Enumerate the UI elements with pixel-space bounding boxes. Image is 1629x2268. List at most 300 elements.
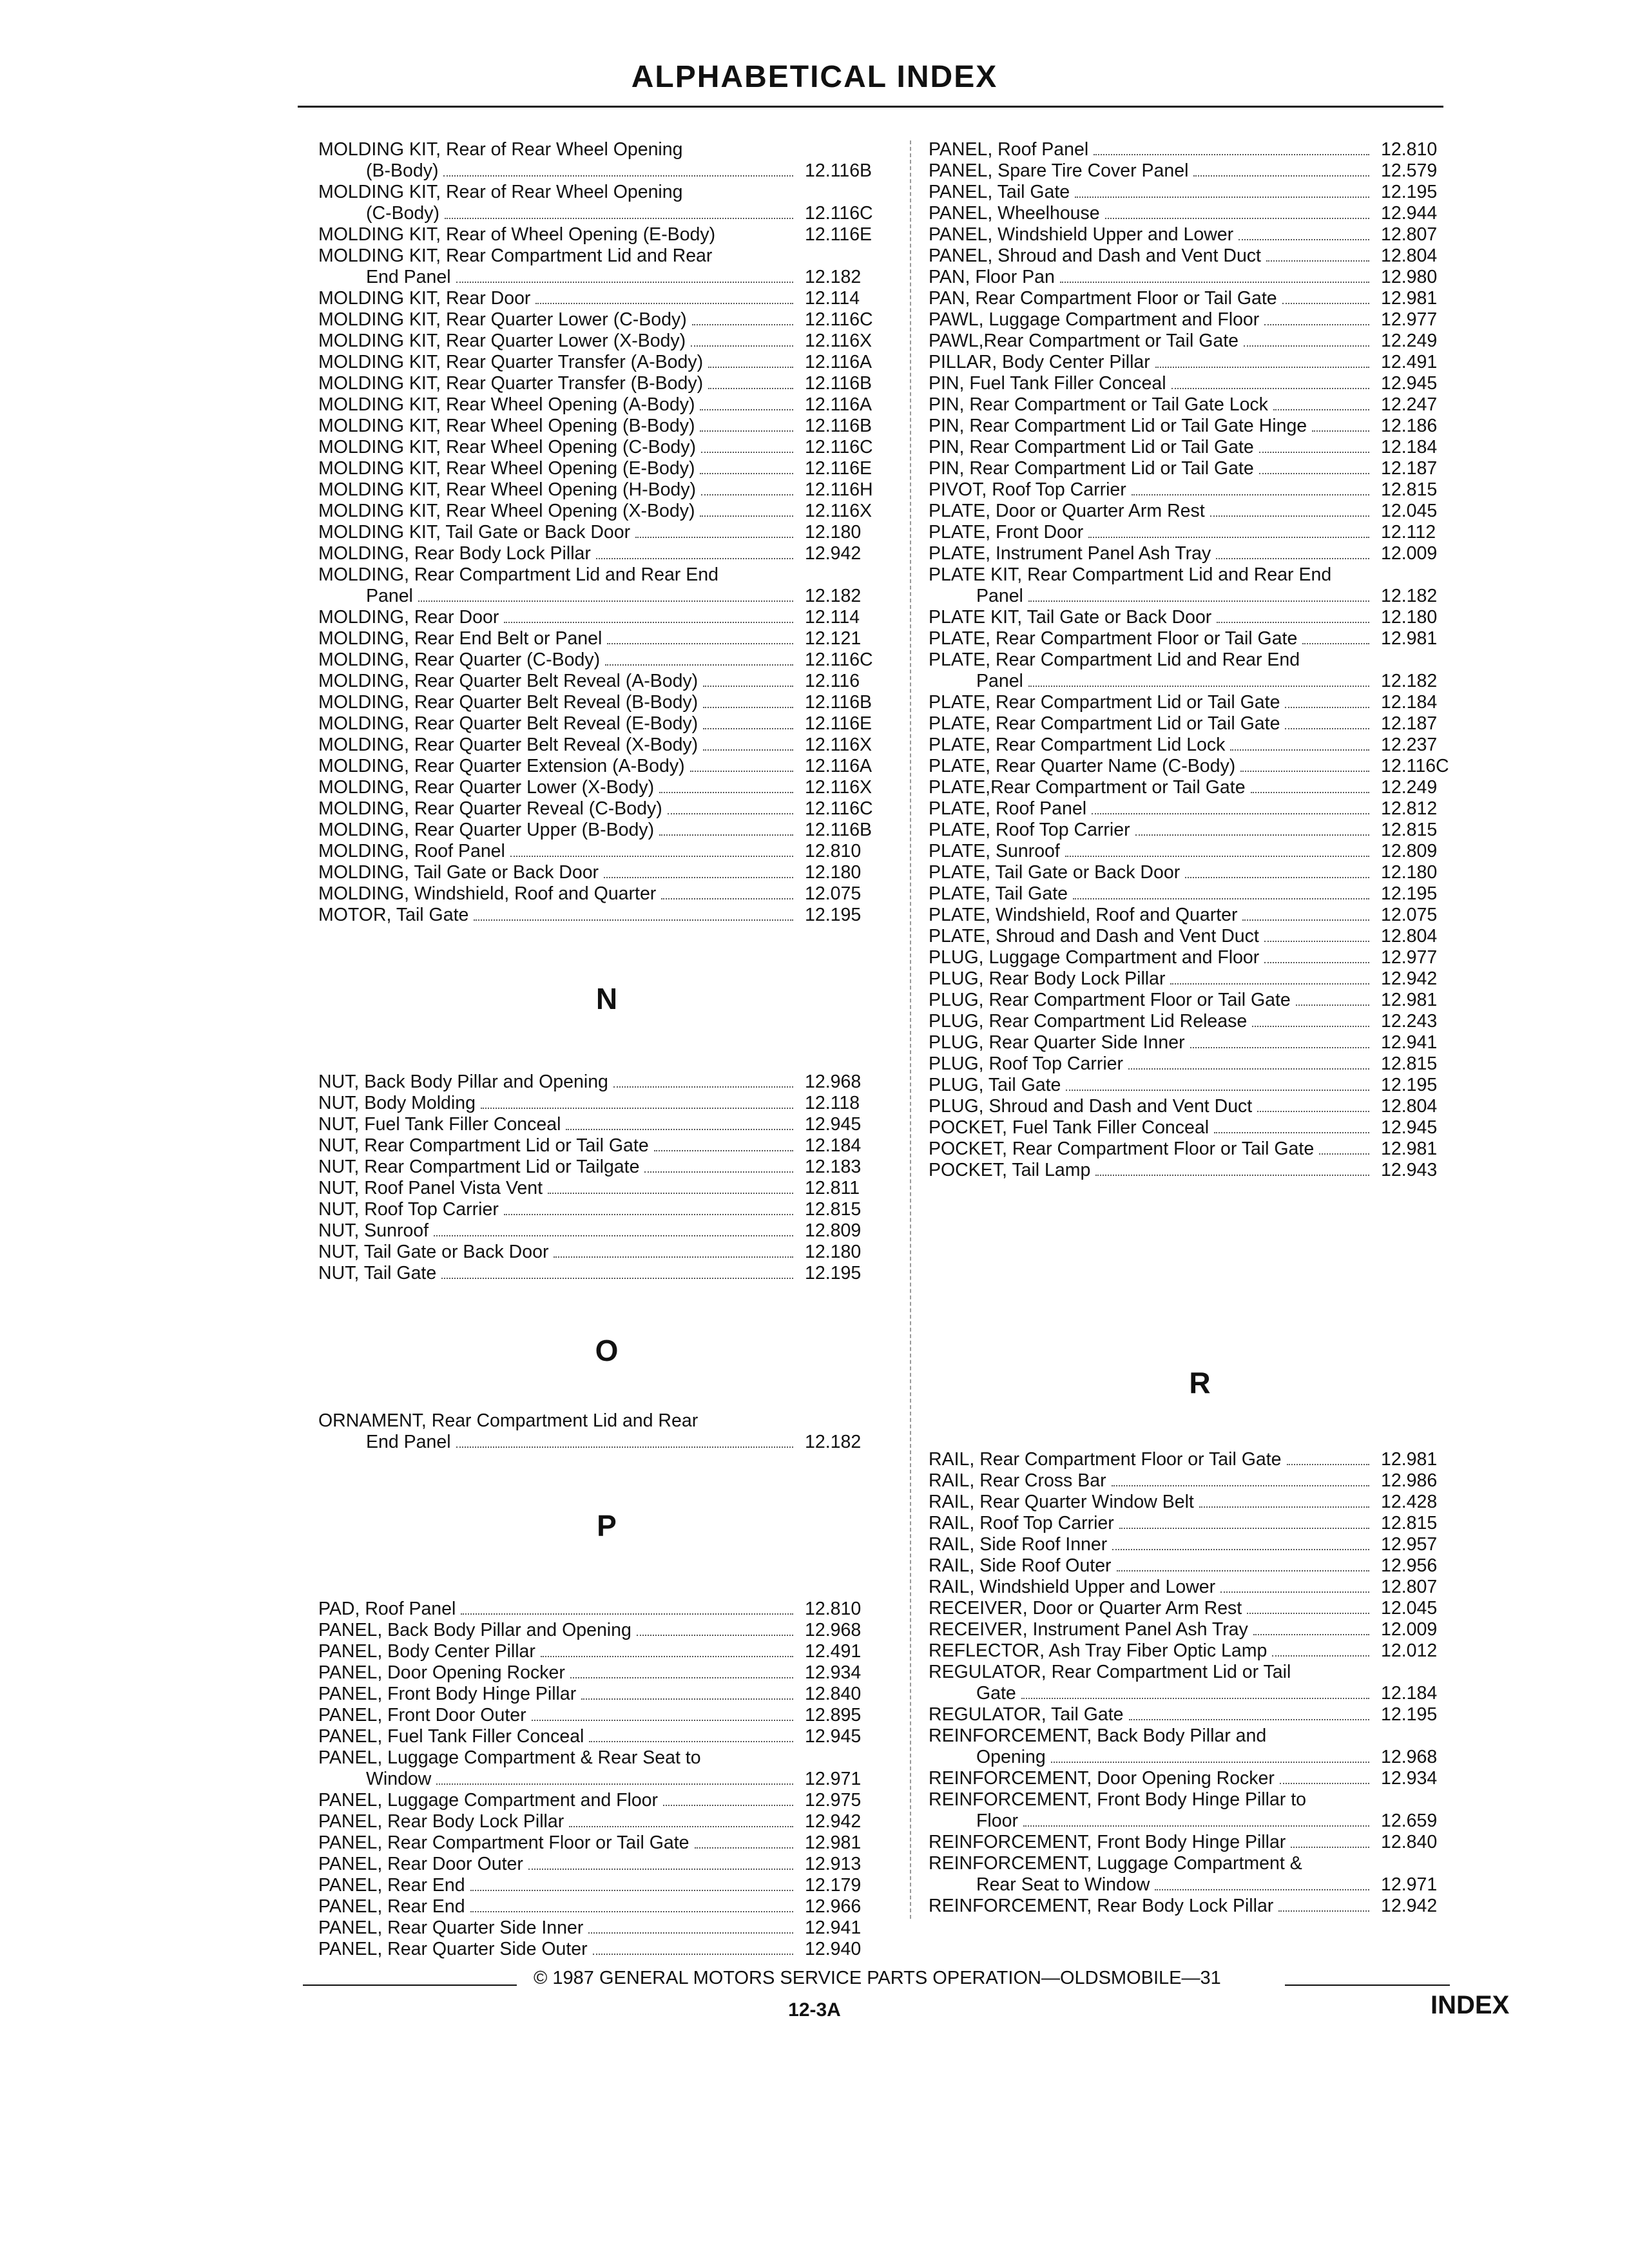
index-entry (318, 139, 895, 182)
index-entry (318, 182, 895, 224)
page-reference: 12.180 (1381, 862, 1438, 883)
entry-text: PANEL, Wheelhouse (929, 203, 1100, 224)
entry-text: PLATE, Rear Compartment Lid or Tail Gate (929, 713, 1280, 734)
dot-leader (1242, 919, 1369, 921)
dot-leader (456, 1446, 793, 1448)
dot-leader (548, 1193, 793, 1194)
page-reference: 12.981 (1381, 1449, 1438, 1470)
dot-leader (1092, 813, 1369, 814)
dot-leader (589, 1741, 793, 1742)
dot-leader (1132, 494, 1369, 495)
index-entry (929, 288, 1471, 309)
dot-leader (1117, 1570, 1369, 1571)
entry-text: PAN, Floor Pan (929, 267, 1055, 287)
index-entry (318, 607, 895, 628)
page-reference: 12.180 (805, 862, 862, 883)
page-reference: 12.182 (805, 1432, 862, 1452)
page-reference: 12.977 (1381, 947, 1438, 968)
entry-text: (B-Body) (366, 160, 439, 181)
index-entry (929, 607, 1471, 628)
entry-text: MOTOR, Tail Gate (318, 905, 469, 925)
dot-leader (593, 1954, 793, 1955)
page-reference: 12.009 (1381, 543, 1438, 564)
entry-text: NUT, Body Molding (318, 1093, 476, 1113)
index-entry (318, 1641, 895, 1662)
page-reference: 12.804 (1381, 1096, 1438, 1117)
index-entry (929, 1619, 1471, 1640)
index-entry (929, 564, 1471, 607)
page-reference: 12.116A (805, 352, 872, 372)
entry-text: PANEL, Windshield Upper and Lower (929, 224, 1234, 245)
dot-leader (1075, 197, 1369, 198)
page-reference: 12.980 (1381, 267, 1438, 287)
page-reference: 12.249 (1381, 777, 1438, 798)
index-entry (929, 139, 1471, 160)
index-entry (318, 1790, 895, 1811)
dot-leader (1155, 367, 1369, 368)
dot-leader (1199, 1506, 1369, 1508)
index-entry (929, 1896, 1471, 1917)
dot-leader (1247, 1613, 1369, 1614)
index-entry (929, 883, 1471, 905)
dot-leader (1240, 771, 1369, 772)
entry-text: MOLDING, Rear Quarter Lower (X-Body) (318, 777, 655, 798)
dot-leader (1239, 239, 1369, 240)
index-entry (318, 1620, 895, 1641)
page-reference: 12.941 (1381, 1032, 1438, 1053)
entry-text: PANEL, Front Door Outer (318, 1705, 526, 1725)
dot-leader (569, 1826, 793, 1827)
index-entry (929, 947, 1471, 968)
entry-text: NUT, Back Body Pillar and Opening (318, 1072, 608, 1092)
dot-leader (703, 749, 793, 751)
page-reference: 12.809 (1381, 841, 1438, 861)
index-entry (318, 1726, 895, 1747)
entry-text: PLATE, Rear Compartment Lid Lock (929, 735, 1226, 755)
page-reference: 12.942 (1381, 968, 1438, 989)
dot-leader (474, 919, 793, 921)
dot-leader (1021, 1698, 1369, 1699)
page-reference: 12.116B (805, 692, 872, 713)
page-reference: 12.243 (1381, 1011, 1438, 1032)
page-reference: 12.195 (805, 1263, 862, 1283)
page-reference: 12.116X (805, 331, 872, 351)
index-entry (929, 990, 1471, 1011)
page-reference: 12.116X (805, 777, 872, 798)
page-reference: 12.180 (1381, 607, 1438, 628)
page-reference: 12.968 (805, 1620, 862, 1640)
page-reference: 12.579 (1381, 160, 1438, 181)
dot-leader (1230, 749, 1369, 751)
dot-leader (703, 728, 793, 729)
entry-text: MOLDING KIT, Rear Wheel Opening (X-Body) (318, 501, 695, 521)
page-reference: 12.810 (1381, 139, 1438, 160)
index-entry (929, 437, 1471, 458)
entry-text: PLATE, Door or Quarter Arm Rest (929, 501, 1205, 521)
dot-leader (441, 1278, 793, 1279)
dot-leader (1285, 728, 1369, 729)
index-entry (929, 522, 1471, 543)
page-reference: 12.116B (805, 160, 872, 181)
page-reference: 12.956 (1381, 1555, 1438, 1576)
section-label: INDEX (1431, 1991, 1510, 2019)
page-reference: 12.815 (1381, 1513, 1438, 1533)
page-reference: 12.811 (805, 1178, 860, 1198)
index-entry (929, 1160, 1471, 1181)
page-reference: 12.182 (805, 267, 862, 287)
index-entry (318, 1875, 895, 1896)
index-entry (318, 862, 895, 883)
index-entry (929, 820, 1471, 841)
entry-text: MOLDING KIT, Tail Gate or Back Door (318, 522, 631, 543)
entry-text: PLUG, Rear Body Lock Pillar (929, 968, 1166, 989)
index-entry (318, 416, 895, 437)
entry-text: MOLDING, Rear Body Lock Pillar (318, 543, 591, 564)
page-reference: 12.945 (1381, 1117, 1438, 1138)
dot-leader (1170, 983, 1369, 985)
page-reference: 12.116C (805, 203, 873, 224)
entry-text: MOLDING KIT, Rear Door (318, 288, 531, 309)
index-entry (318, 1135, 895, 1157)
index-entry (318, 649, 895, 671)
page-reference: 12.116X (805, 501, 872, 521)
index-entry (929, 649, 1471, 692)
dot-leader (607, 643, 793, 644)
page-reference: 12.116X (805, 735, 872, 755)
dot-leader (510, 856, 793, 857)
entry-text: POCKET, Rear Compartment Floor or Tail Gate (929, 1139, 1315, 1159)
index-entry (318, 777, 895, 798)
index-entry (929, 224, 1471, 245)
entry-text: PANEL, Rear Quarter Side Outer (318, 1939, 588, 1959)
page-reference: 12.913 (805, 1854, 862, 1874)
entry-text: PANEL, Door Opening Rocker (318, 1662, 565, 1683)
dot-leader (443, 175, 793, 177)
entry-text: PIN, Rear Compartment Lid or Tail Gate Hinge (929, 416, 1307, 436)
dot-leader (1028, 686, 1369, 687)
footer-copyright: © 1987 GENERAL MOTORS SERVICE PARTS OPERATION—OLDSMOBILE—31 (534, 1968, 1221, 1988)
entry-text: PLUG, Tail Gate (929, 1075, 1061, 1095)
index-entry (318, 1811, 895, 1832)
section-heading-p: P (597, 1509, 617, 1542)
entry-text: RAIL, Side Roof Inner (929, 1534, 1108, 1555)
dot-leader (1319, 1153, 1369, 1155)
entry-text: MOLDING KIT, Rear of Rear Wheel Opening (318, 182, 683, 202)
index-entry (318, 1220, 895, 1242)
page-reference: 12.840 (1381, 1832, 1438, 1852)
index-entry (318, 501, 895, 522)
dot-leader (570, 1677, 793, 1678)
entry-text: MOLDING KIT, Rear Wheel Opening (H-Body) (318, 479, 697, 500)
dot-leader (1094, 154, 1369, 155)
index-entry (929, 1470, 1471, 1492)
index-entry (318, 394, 895, 416)
entry-text: PLATE,Rear Compartment or Tail Gate (929, 777, 1246, 798)
dot-leader (1190, 1047, 1369, 1048)
dot-leader (644, 1171, 793, 1173)
footer-rule-right (1285, 1984, 1450, 1986)
dot-leader (635, 537, 793, 538)
index-entry (929, 798, 1471, 820)
entry-text: MOLDING, Rear Quarter Belt Reveal (X-Body) (318, 735, 699, 755)
dot-leader (700, 430, 793, 432)
index-entry (929, 905, 1471, 926)
dot-leader (554, 1256, 793, 1258)
page-reference: 12.114 (805, 607, 860, 628)
dot-leader (1278, 1910, 1369, 1912)
page-reference: 12.807 (1381, 1577, 1438, 1597)
index-entry (318, 1896, 895, 1917)
page-reference: 12.975 (805, 1790, 862, 1811)
entry-text: PAD, Roof Panel (318, 1599, 456, 1619)
dot-leader (456, 282, 793, 283)
page-reference: 12.186 (1381, 416, 1438, 436)
entry-text: RAIL, Roof Top Carrier (929, 1513, 1114, 1533)
dot-leader (481, 1108, 793, 1109)
entry-text: PANEL, Luggage Compartment and Floor (318, 1790, 659, 1811)
page-reference: 12.116C (805, 798, 873, 819)
page-reference: 12.182 (1381, 586, 1438, 606)
dot-leader (1296, 1004, 1369, 1006)
index-entry (318, 1178, 895, 1199)
index-entry (929, 1449, 1471, 1470)
index-entry (929, 1725, 1471, 1768)
entry-text: MOLDING, Windshield, Roof and Quarter (318, 883, 657, 904)
index-entry (929, 1662, 1471, 1704)
entry-text: Floor (976, 1811, 1018, 1831)
entry-text: End Panel (366, 267, 451, 287)
dot-leader (1220, 1591, 1369, 1593)
entry-text: PLATE, Rear Compartment Lid or Tail Gate (929, 692, 1280, 713)
page-number: 12-3A (788, 1999, 841, 2021)
entry-text: NUT, Roof Top Carrier (318, 1199, 499, 1220)
dot-leader (691, 345, 793, 347)
entry-text: Panel (366, 586, 413, 606)
index-entry (929, 862, 1471, 883)
entry-text: PANEL, Rear End (318, 1896, 465, 1917)
index-entry (318, 331, 895, 352)
dot-leader (445, 218, 793, 219)
entry-text: End Panel (366, 1432, 451, 1452)
page-reference: 12.180 (805, 522, 862, 543)
index-entry (929, 182, 1471, 203)
dot-leader (1171, 388, 1369, 389)
index-entry (929, 777, 1471, 798)
index-entry (318, 905, 895, 926)
index-entry (929, 735, 1471, 756)
page-reference: 12.116B (805, 373, 872, 394)
dot-leader (703, 686, 793, 687)
page-reference: 12.045 (1381, 1598, 1438, 1619)
dot-leader (703, 707, 793, 708)
entry-text: PANEL, Roof Panel (929, 139, 1089, 160)
dot-leader (1272, 1655, 1369, 1657)
dot-leader (1285, 707, 1369, 708)
dot-leader (701, 452, 793, 453)
entry-text: REGULATOR, Tail Gate (929, 1704, 1124, 1725)
entry-text: PIN, Fuel Tank Filler Conceal (929, 373, 1166, 394)
dot-leader (528, 1869, 793, 1870)
entry-text: MOLDING KIT, Rear of Wheel Opening (E-Body) (318, 224, 716, 245)
entry-text: PAN, Rear Compartment Floor or Tail Gate (929, 288, 1277, 309)
page-reference: 12.815 (805, 1199, 862, 1220)
entry-text: PLUG, Rear Compartment Lid Release (929, 1011, 1248, 1032)
page-title: ALPHABETICAL INDEX (631, 60, 998, 94)
index-entry (929, 160, 1471, 182)
page-reference: 12.940 (805, 1939, 862, 1959)
page-reference: 12.182 (805, 586, 862, 606)
page-reference: 12.945 (805, 1114, 862, 1135)
index-entry (929, 352, 1471, 373)
index-entry (929, 841, 1471, 862)
page-reference: 12.491 (805, 1641, 862, 1662)
entry-text: Gate (976, 1683, 1016, 1704)
entry-text: NUT, Fuel Tank Filler Conceal (318, 1114, 561, 1135)
entry-text: MOLDING, Rear End Belt or Panel (318, 628, 602, 649)
dot-leader (700, 515, 793, 517)
index-entry (929, 1789, 1471, 1832)
page-reference: 12.810 (805, 1599, 862, 1619)
entry-text: PLATE, Tail Gate or Back Door (929, 862, 1181, 883)
entry-text: REINFORCEMENT, Back Body Pillar and (929, 1725, 1267, 1746)
dot-leader (700, 473, 793, 474)
entry-text: Window (366, 1769, 432, 1789)
dot-leader (470, 1890, 793, 1891)
index-entry (318, 883, 895, 905)
dot-leader (436, 1783, 793, 1785)
page-reference: 12.804 (1381, 245, 1438, 266)
index-entry (929, 1853, 1471, 1896)
dot-leader (692, 324, 793, 325)
page-reference: 12.116C (805, 649, 873, 670)
index-entry (929, 1534, 1471, 1555)
entry-text: RAIL, Rear Cross Bar (929, 1470, 1106, 1491)
page-reference: 12.428 (1381, 1492, 1438, 1512)
entry-text: MOLDING KIT, Rear Quarter Transfer (A-Body) (318, 352, 704, 372)
page-reference: 12.116A (805, 394, 872, 415)
entry-text: MOLDING, Tail Gate or Back Door (318, 862, 599, 883)
dot-leader (695, 1847, 794, 1849)
page-reference: 12.012 (1381, 1640, 1438, 1661)
entry-text: PIN, Rear Compartment or Tail Gate Lock (929, 394, 1268, 415)
dot-leader (1253, 1634, 1369, 1635)
index-entry (929, 628, 1471, 649)
index-entry (318, 713, 895, 735)
entry-text: REGULATOR, Rear Compartment Lid or Tail (929, 1662, 1291, 1682)
dot-leader (1060, 282, 1369, 283)
column-divider (910, 140, 911, 1919)
entry-text: NUT, Rear Compartment Lid or Tailgate (318, 1157, 640, 1177)
entry-text: PLATE, Shroud and Dash and Vent Duct (929, 926, 1259, 947)
index-entry (318, 1747, 895, 1790)
page-reference: 12.945 (1381, 373, 1438, 394)
entry-text: PLATE, Instrument Panel Ash Tray (929, 543, 1211, 564)
index-entry (318, 1157, 895, 1178)
dot-leader (588, 1932, 793, 1934)
page-reference: 12.942 (805, 1811, 862, 1832)
entry-text: MOLDING, Rear Quarter (C-Body) (318, 649, 601, 670)
dot-leader (1185, 877, 1369, 878)
index-entry (318, 820, 895, 841)
entry-text: MOLDING KIT, Rear Compartment Lid and Rear (318, 245, 713, 266)
page-reference: 12.809 (805, 1220, 862, 1241)
entry-text: PLUG, Rear Quarter Side Inner (929, 1032, 1185, 1053)
index-entry (929, 309, 1471, 331)
index-entry (318, 735, 895, 756)
index-entry (929, 1704, 1471, 1725)
entry-text: PLATE, Tail Gate (929, 883, 1068, 904)
entry-text: PANEL, Fuel Tank Filler Conceal (318, 1726, 584, 1747)
index-entry (318, 841, 895, 862)
entry-text: MOLDING, Rear Quarter Upper (B-Body) (318, 820, 655, 840)
index-column-right (929, 139, 1471, 1917)
page-reference: 12.009 (1381, 1619, 1438, 1640)
entry-text: MOLDING, Roof Panel (318, 841, 505, 861)
index-entry (318, 628, 895, 649)
page-reference: 12.114 (805, 288, 860, 309)
dot-leader (1287, 1464, 1369, 1465)
index-entry (929, 1117, 1471, 1139)
dot-leader (661, 898, 793, 899)
entry-text: PLATE KIT, Tail Gate or Back Door (929, 607, 1212, 628)
index-entry (929, 1832, 1471, 1853)
entry-text: NUT, Rear Compartment Lid or Tail Gate (318, 1135, 649, 1156)
dot-leader (1251, 792, 1369, 793)
entry-text: POCKET, Fuel Tank Filler Conceal (929, 1117, 1210, 1138)
page-reference: 12.815 (1381, 820, 1438, 840)
page-reference: 12.945 (805, 1726, 862, 1747)
entry-text: PLATE, Roof Top Carrier (929, 820, 1130, 840)
index-entry (929, 331, 1471, 352)
page-reference: 12.045 (1381, 501, 1438, 521)
index-entry (929, 1577, 1471, 1598)
page-reference: 12.195 (1381, 1075, 1438, 1095)
entry-text: PANEL, Rear Quarter Side Inner (318, 1917, 584, 1938)
entry-text: REFLECTOR, Ash Tray Fiber Optic Lamp (929, 1640, 1268, 1661)
entry-text: MOLDING, Rear Quarter Reveal (C-Body) (318, 798, 662, 819)
index-entry (318, 522, 895, 543)
dot-leader (1065, 856, 1369, 857)
page-reference: 12.981 (1381, 1139, 1438, 1159)
page-reference: 12.116 (805, 671, 860, 691)
page-reference: 12.116A (805, 756, 872, 776)
entry-text: PANEL, Body Center Pillar (318, 1641, 535, 1662)
page-reference: 12.116B (805, 820, 872, 840)
dot-leader (1216, 558, 1369, 559)
dot-leader (504, 622, 793, 623)
index-entry (318, 798, 895, 820)
page-reference: 12.195 (805, 905, 862, 925)
index-entry (929, 713, 1471, 735)
page-reference: 12.184 (805, 1135, 862, 1156)
page-reference: 12.815 (1381, 479, 1438, 500)
dot-leader (504, 1214, 793, 1215)
entry-text: RAIL, Rear Compartment Floor or Tail Gate (929, 1449, 1282, 1470)
entry-text: PILLAR, Body Center Pillar (929, 352, 1150, 372)
dot-leader (1095, 1175, 1369, 1176)
entry-text: REINFORCEMENT, Door Opening Rocker (929, 1768, 1275, 1789)
entry-text: RECEIVER, Door or Quarter Arm Rest (929, 1598, 1242, 1619)
entry-text: (C-Body) (366, 203, 440, 224)
index-entry (318, 309, 895, 331)
entry-text: PIN, Rear Compartment Lid or Tail Gate (929, 437, 1254, 457)
index-entry (318, 1263, 895, 1284)
dot-leader (1259, 452, 1369, 453)
index-entry (929, 926, 1471, 947)
page-reference: 12.968 (1381, 1747, 1438, 1767)
dot-leader (1028, 601, 1369, 602)
dot-leader (720, 239, 793, 240)
